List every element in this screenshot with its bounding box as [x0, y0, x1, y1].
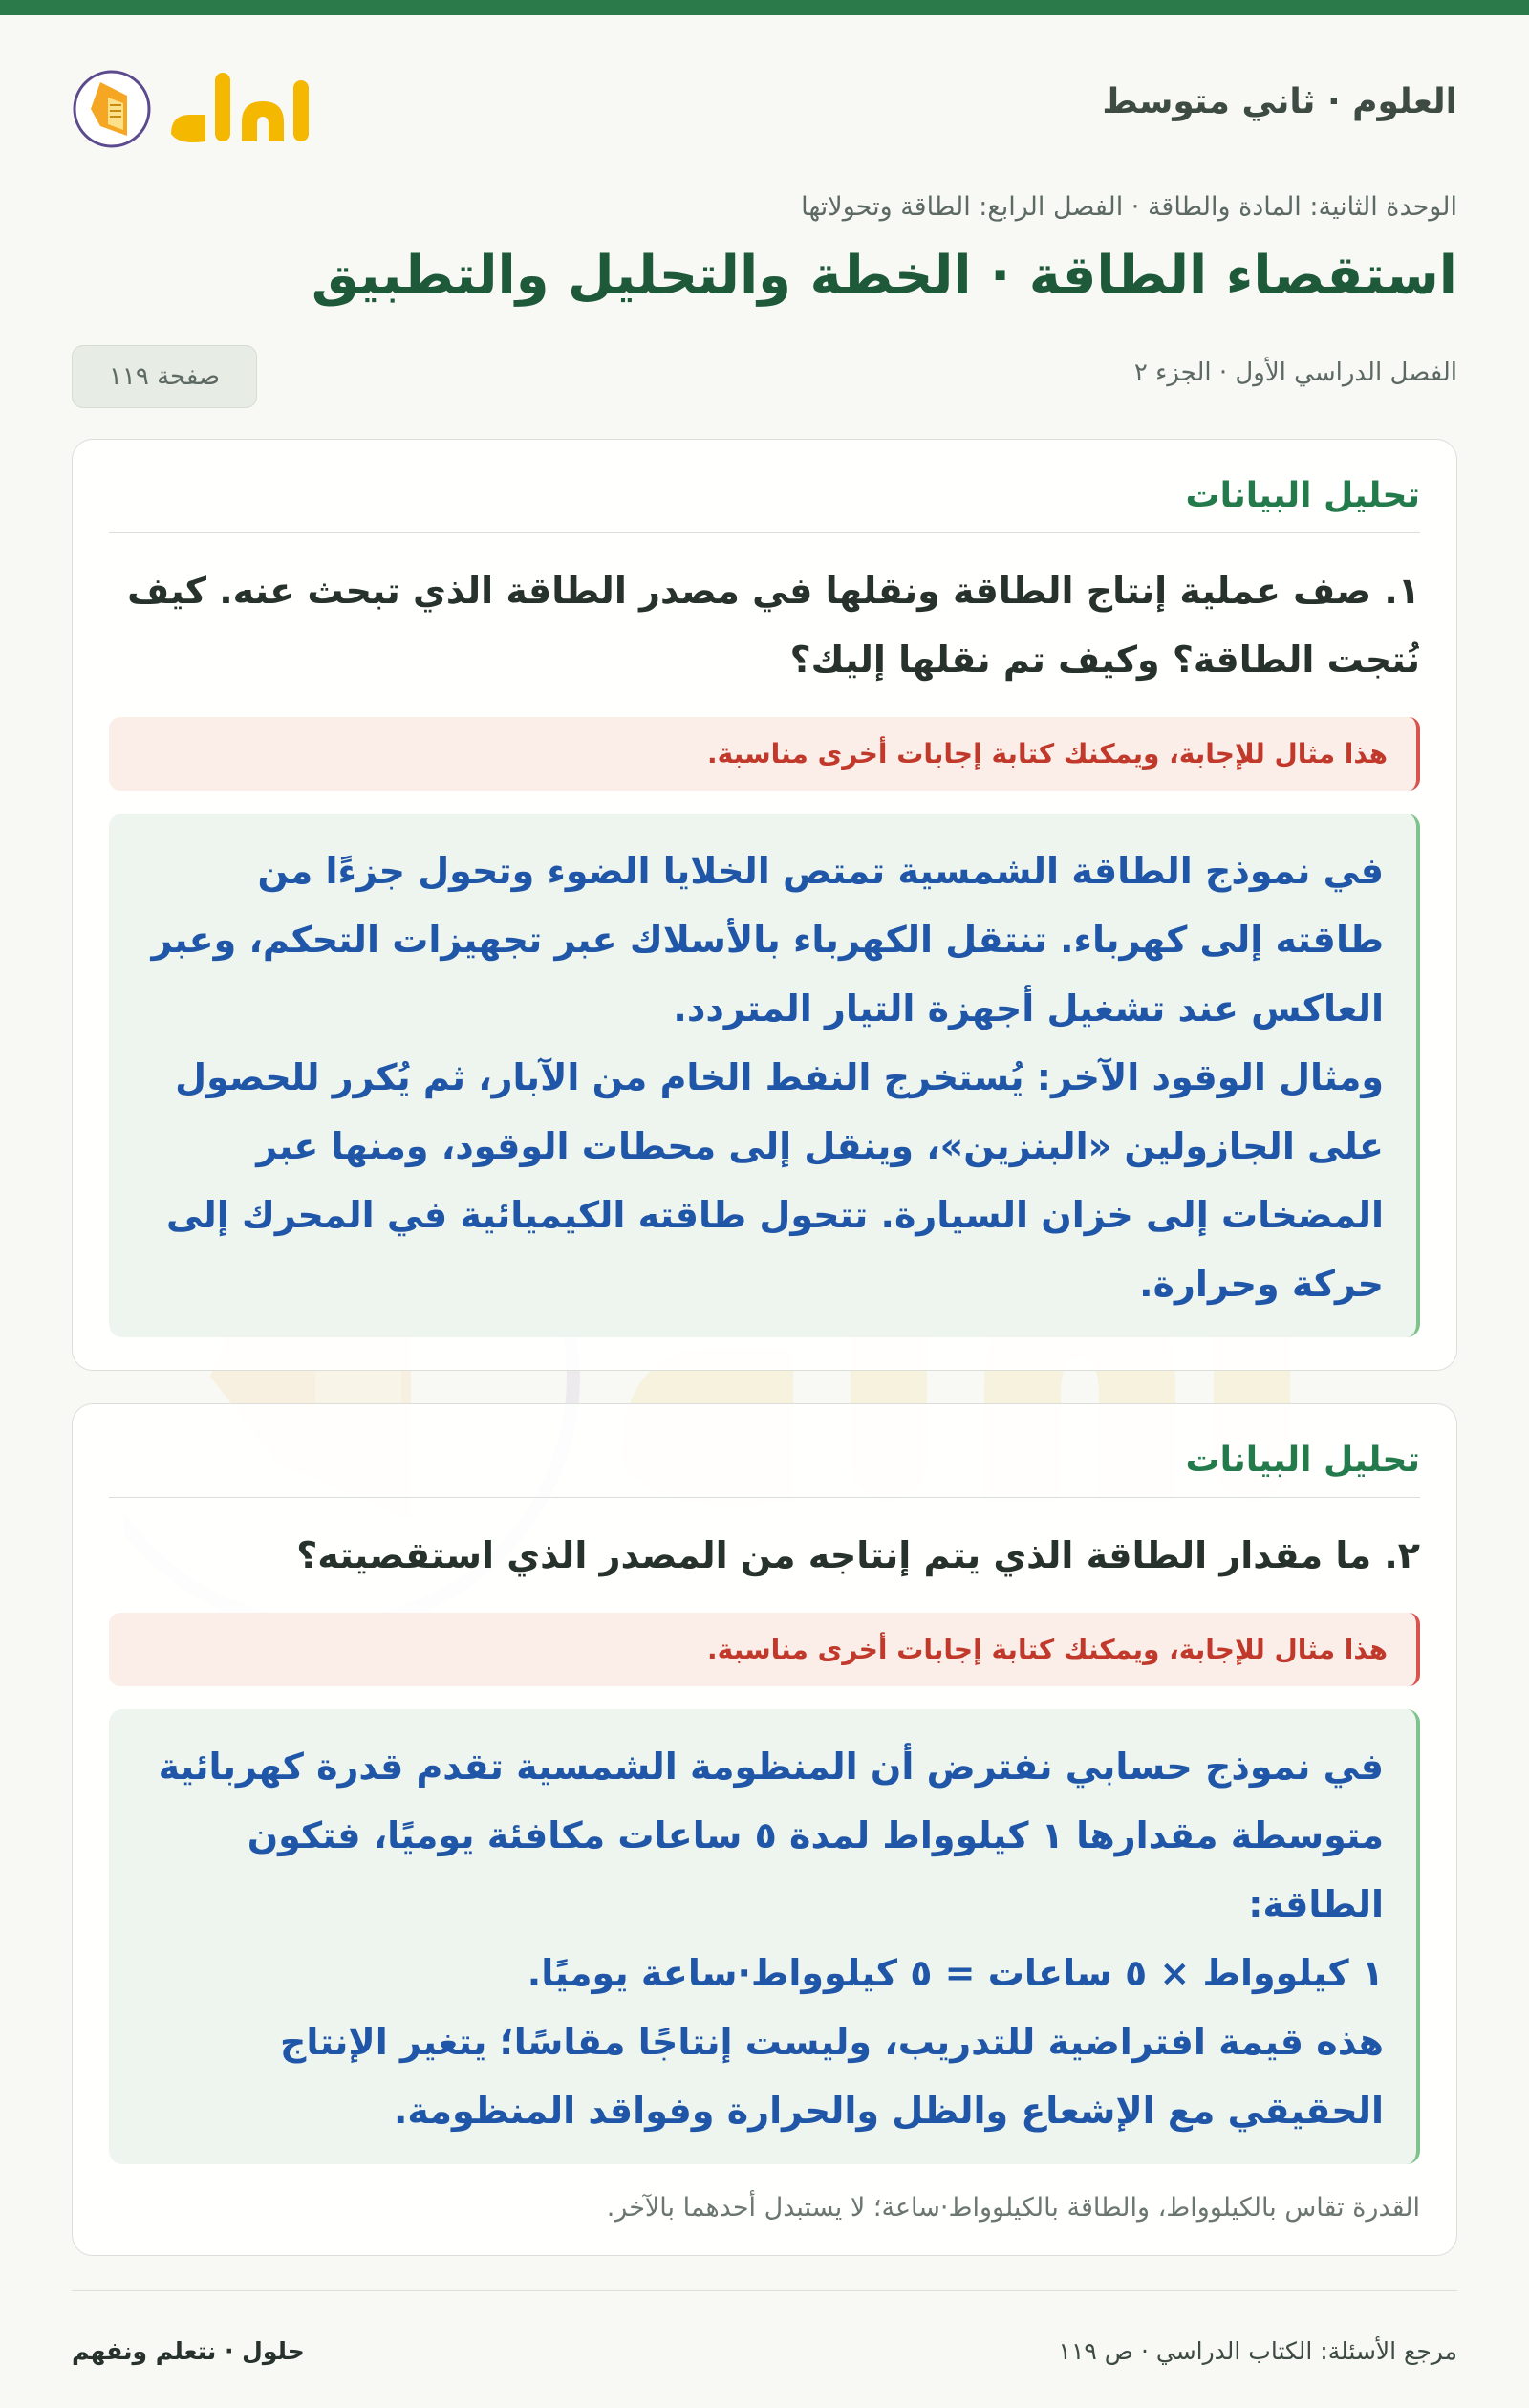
- breadcrumb: الوحدة الثانية: المادة والطاقة · الفصل الرابع: الطاقة وتحولاتها: [801, 192, 1457, 222]
- page-number-badge: صفحة ١١٩: [72, 345, 257, 408]
- question-card-1: [72, 439, 1457, 1371]
- page-footer: [72, 2290, 1457, 2386]
- answer-note: هذا مثال للإجابة، ويمكنك كتابة إجابات أخرى مناسبة.: [109, 717, 1420, 791]
- answer-equation: ١ كيلوواط × ٥ ساعات = ٥ كيلوواط·ساعة يوميًا.: [527, 1952, 1384, 1994]
- card-heading: تحليل البيانات: [109, 1441, 1420, 1498]
- footer-tagline: حلول · نتعلم ونفهم: [72, 2337, 305, 2365]
- page-title: استقصاء الطاقة · الخطة والتحليل والتطبيق: [311, 245, 1457, 307]
- answer-note: هذا مثال للإجابة، ويمكنك كتابة إجابات أخرى مناسبة.: [109, 1613, 1420, 1686]
- answer-paragraph: هذه قيمة افتراضية للتدريب، وليست إنتاجًا مقاسًا؛ يتغير الإنتاج الحقيقي مع الإشعاع والظل والحرارة وفواقد المنظومة.: [279, 2021, 1384, 2132]
- answer-paragraph: في نموذج حسابي نفترض أن المنظومة الشمسية تقدم قدرة كهربائية متوسطة مقدارها ١ كيلوواط لمدة ٥ ساعات مكافئة يوميًا، فتكون الطاقة:: [158, 1746, 1384, 1925]
- subject-label: العلوم · ثاني متوسط: [1102, 82, 1457, 121]
- answer-box: [109, 814, 1420, 1337]
- meta-row: [72, 345, 1457, 422]
- footer-reference: مرجع الأسئلة: الكتاب الدراسي · ص ١١٩: [1058, 2337, 1457, 2365]
- semester-label: الفصل الدراسي الأول · الجزء ٢: [1133, 358, 1457, 387]
- answer-box: [109, 1709, 1420, 2164]
- top-accent-bar: [0, 0, 1529, 15]
- question-card-2: [72, 1403, 1457, 2256]
- answer-paragraph: في نموذج الطاقة الشمسية تمتص الخلايا الضوء وتحول جزءًا من طاقته إلى كهرباء. تنتقل الكهرباء بالأسلاك عبر تجهيزات التحكم، وعبر العاكس عند تشغيل أجهزة التيار المتردد.: [151, 850, 1384, 1030]
- page-content: [72, 15, 1457, 2256]
- answer-paragraph: ومثال الوقود الآخر: يُستخرج النفط الخام من الآبار، ثم يُكرر للحصول على الجازولين «البنزين»، وينقل إلى محطات الوقود، ومنها عبر المضخات إلى خزان السيارة. تتحول طاقته الكيميائية في المحرك إلى حركة وحرارة.: [166, 1056, 1384, 1305]
- question-text: ١. صف عملية إنتاج الطاقة ونقلها في مصدر الطاقة الذي تبحث عنه. كيف نُتجت الطاقة؟ وكيف تم نقلها إليك؟: [127, 570, 1420, 681]
- card-heading: تحليل البيانات: [109, 476, 1420, 533]
- brand-logo: [72, 52, 330, 166]
- page-header: [72, 15, 1457, 192]
- card-footnote: القدرة تقاس بالكيلوواط، والطاقة بالكيلوواط·ساعة؛ لا يستبدل أحدهما بالآخر.: [606, 2193, 1420, 2223]
- question-text: ٢. ما مقدار الطاقة الذي يتم إنتاجه من المصدر الذي استقصيته؟: [296, 1534, 1420, 1576]
- brand-wordmark-icon: [160, 59, 330, 159]
